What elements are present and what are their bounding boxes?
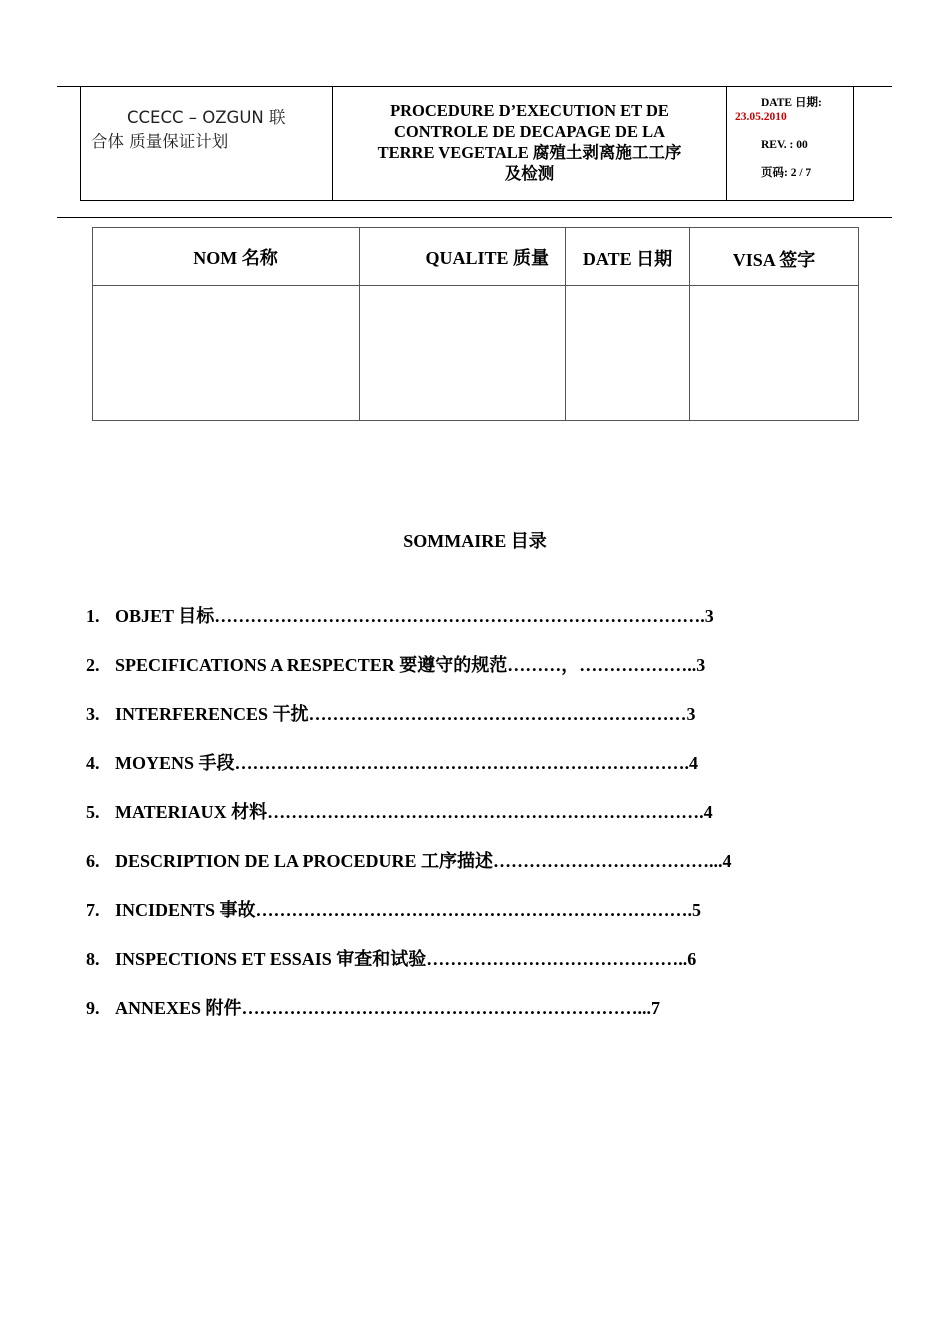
summary-title: SOMMAIRE 目录 (403, 531, 547, 551)
date-value: 23.05.2010 (735, 111, 787, 123)
document-meta-cell (727, 86, 853, 200)
header-qualite: QUALITE 质量 (360, 228, 566, 286)
cell-qualite (360, 286, 566, 421)
toc-text: ANNEXES 附件…………………………………………………………...7 (115, 998, 661, 1018)
toc-text: MOYENS 手段………………………………………………………………….4 (115, 753, 699, 773)
toc-number: 2. (86, 655, 100, 675)
toc-item[interactable] (86, 945, 732, 994)
page-number: 页码: 2 / 7 (761, 167, 812, 179)
header-date: DATE 日期 (566, 228, 690, 286)
toc-number: 3. (86, 704, 100, 724)
date-label: DATE 日期: (761, 97, 822, 109)
toc-text: OBJET 目标……………………………………………………………………….3 (115, 606, 714, 626)
toc-text: DESCRIPTION DE LA PROCEDURE 工序描述………………………………...4 (115, 851, 732, 871)
toc-text: INSPECTIONS ET ESSAIS 审查和试验……………………………………..6 (115, 949, 697, 969)
cell-nom (93, 286, 360, 421)
company-full-name (0, 0, 1, 1)
company-cell (81, 86, 333, 200)
procedure-title-cell (333, 86, 727, 200)
toc-number: 5. (86, 802, 100, 822)
header-nom: NOM 名称 (93, 228, 360, 286)
toc-number: 6. (86, 851, 100, 871)
toc-item[interactable] (86, 994, 732, 1043)
toc-text: INCIDENTS 事故……………………………………………………………….5 (115, 900, 702, 920)
procedure-title-line4: 及检测 (504, 164, 555, 183)
toc-item[interactable] (86, 896, 732, 945)
toc-number: 7. (86, 900, 100, 920)
company-name-line1: CCECC – OZGUN 联 (127, 108, 286, 127)
document-header (80, 86, 854, 201)
cell-visa (690, 286, 859, 421)
toc-item[interactable] (86, 798, 732, 847)
toc-text: MATERIAUX 材料……………………………………………………………….4 (115, 802, 713, 822)
revision: REV. : 00 (761, 139, 808, 151)
toc-item[interactable] (86, 847, 732, 896)
toc-text: SPECIFICATIONS A RESPECTER 要遵守的规范………，………………..3 (115, 655, 706, 675)
toc-item[interactable] (86, 749, 732, 798)
toc-text: INTERFERENCES 干扰………………………………………………………3 (115, 704, 696, 724)
toc-number: 8. (86, 949, 100, 969)
toc-item[interactable] (86, 651, 732, 700)
toc-item[interactable] (86, 700, 732, 749)
toc-item[interactable] (86, 602, 732, 651)
signature-table-header (93, 228, 859, 286)
toc-number: 4. (86, 753, 100, 773)
procedure-title-line2: CONTROLE DE DECAPAGE DE LA (393, 122, 666, 141)
cell-date (566, 286, 690, 421)
header-visa: VISA 签字 (690, 228, 859, 286)
table-row (93, 286, 859, 421)
company-name-line2: 合体 质量保证计划 (91, 132, 229, 151)
procedure-title-line1: PROCEDURE D’EXECUTION ET DE (390, 101, 669, 120)
toc-number: 9. (86, 998, 100, 1018)
table-of-contents (86, 602, 732, 1043)
procedure-title-line3: TERRE VEGETALE 腐殖土剥离施工工序 (377, 143, 682, 162)
header-bottom-rule (57, 217, 892, 218)
toc-number: 1. (86, 606, 100, 626)
signature-table (92, 227, 859, 421)
